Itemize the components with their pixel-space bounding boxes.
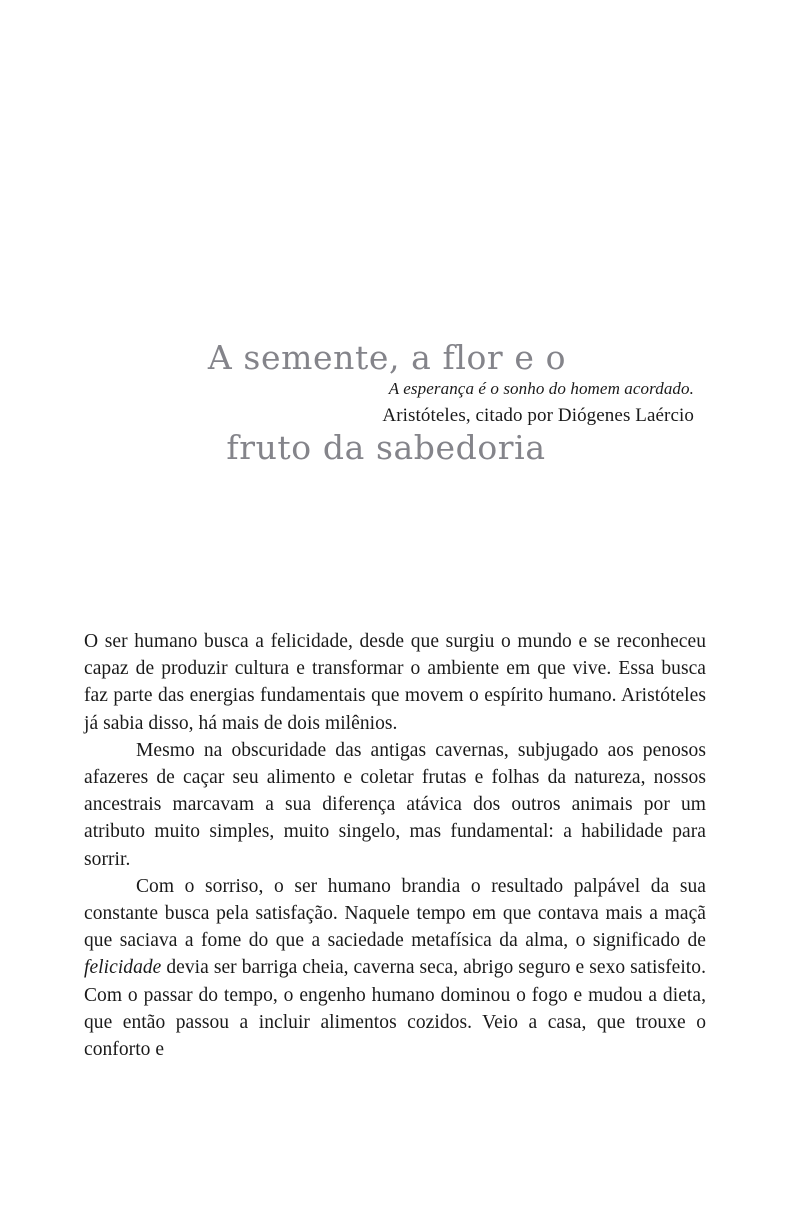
epigraph <box>84 376 694 429</box>
paragraph-3-text-before-emphasis: Com o sorriso, o ser humano brandia o resultado palpável da sua constante busca pela satisfação. Naquele tempo em que contava mais a maçã que saciava a fome do que a saciedade metafísica da alma, o significado de <box>84 875 706 952</box>
paragraph-2: Mesmo na obscuridade das antigas cavernas, subjugado aos penosos afazeres de caçar seu alimento e coletar frutas e folhas da natureza, nossos ancestrais marcavam a sua diferença atávica dos outros animais por um atributo muito simples, muito singelo, mas fundamental: a habilidade para sorrir. <box>84 739 706 870</box>
epigraph-source: Aristóteles, citado por Diógenes Laércio <box>382 405 694 426</box>
paragraph-3-text-after-emphasis: devia ser barriga cheia, caverna seca, abrigo seguro e sexo satisfeito. Com o passar do tempo, o engenho humano dominou o fogo e mudou a dieta, que então passou a incluir alimentos cozidos. Veio a casa, que trouxe o conforto e <box>84 957 706 1061</box>
chapter-title-line-2: fruto da sabedoria <box>226 428 546 468</box>
paragraph-3-emphasis: felicidade <box>84 957 162 979</box>
epigraph-quote: A esperança é o sonho do homem acordado. <box>388 379 694 398</box>
body-text <box>84 628 706 1063</box>
paragraph-1: O ser humano busca a felicidade, desde que surgiu o mundo e se reconheceu capaz de produzir cultura e transformar o ambiente em que vive. Essa busca faz parte das energias fundamentais que movem o espírito humano. Aristóteles já sabia disso, há mais de dois milênios. <box>84 631 706 734</box>
paragraph-3 <box>84 873 706 1063</box>
chapter-title-line-1: A semente, a flor e o <box>207 338 567 378</box>
